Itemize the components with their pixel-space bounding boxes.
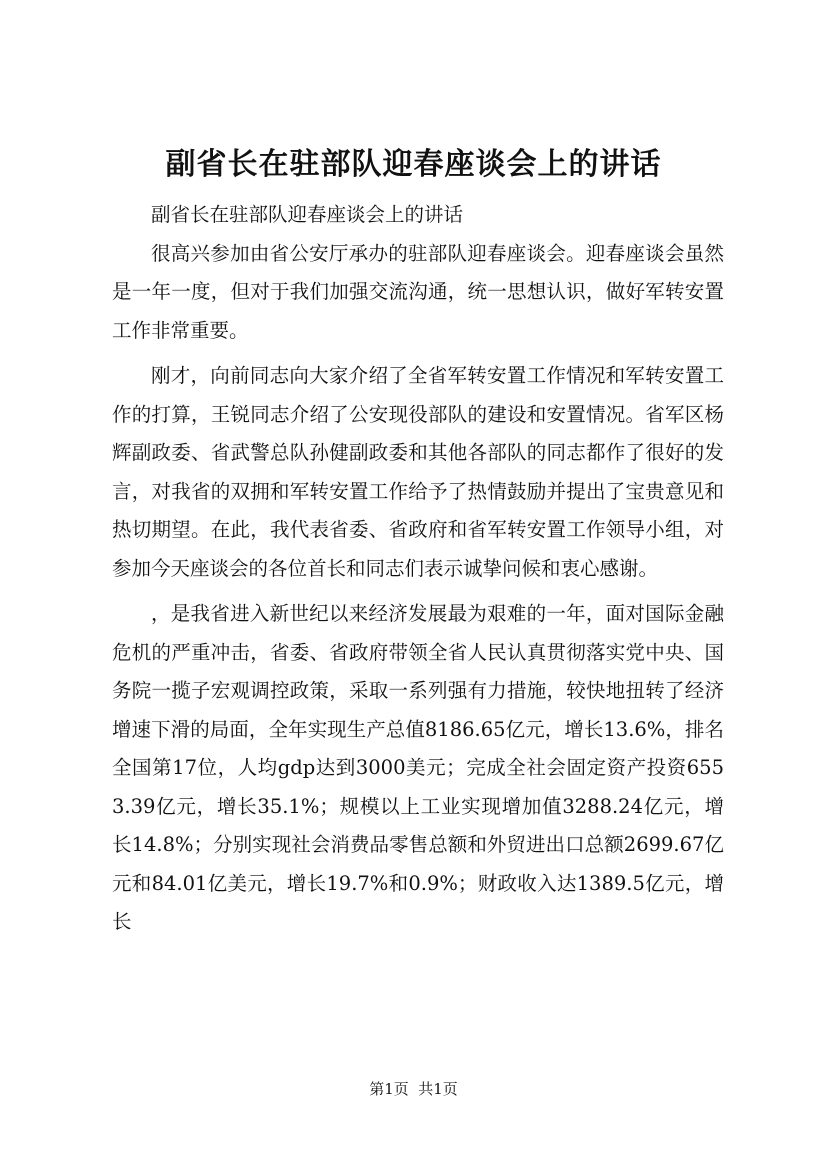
paragraph-speeches: 刚才，向前同志向大家介绍了全省军转安置工作情况和军转安置工作的打算，王锐同志介绍了公安现役部队的建设和安置情况。省军区杨辉副政委、省武警总队孙健副政委和其他各部队的同志都作了很好的发言，对我省的双拥和军转安置工作给予了热情鼓励并提出了宝贵意见和热切期望。在此，我代表省委、省政府和省军转安置工作领导小组，对参加今天座谈会的各位首长和同志们表示诚挚问候和衷心感谢。	[112, 364, 724, 580]
page-number-label: 第1页 共1页	[369, 1080, 458, 1098]
document-title: 副省长在驻部队迎春座谈会上的讲话	[165, 147, 662, 182]
paragraph-economy: ，是我省进入新世纪以来经济发展最为艰难的一年，面对国际金融危机的严重冲击，省委、省政府带领全省人民认真贯彻落实党中央、国务院一揽子宏观调控政策，采取一系列强有力措施，较快地扭转了经济增速下滑的局面，全年实现生产总值8186.65亿元，增长13.6%，排名全国第17位，人均gdp达到3000美元；完成全社会固定资产投资6553.39亿元，增长35.1%；规模以上工业实现增加值3288.24亿元，增长14.8%；分别实现社会消费品零售总额和外贸进出口总额2699.67亿元和84.01亿美元，增长19.7%和0.9%；财政收入达1389.5亿元，增长	[112, 602, 724, 933]
page-footer	[0, 1079, 827, 1099]
paragraph-intro: 很高兴参加由省公安厅承办的驻部队迎春座谈会。迎春座谈会虽然是一年一度，但对于我们加强交流沟通，统一思想认识，做好军转安置工作非常重要。	[112, 241, 724, 342]
document-body	[112, 196, 724, 942]
paragraph-subtitle: 副省长在驻部队迎春座谈会上的讲话	[151, 203, 464, 226]
